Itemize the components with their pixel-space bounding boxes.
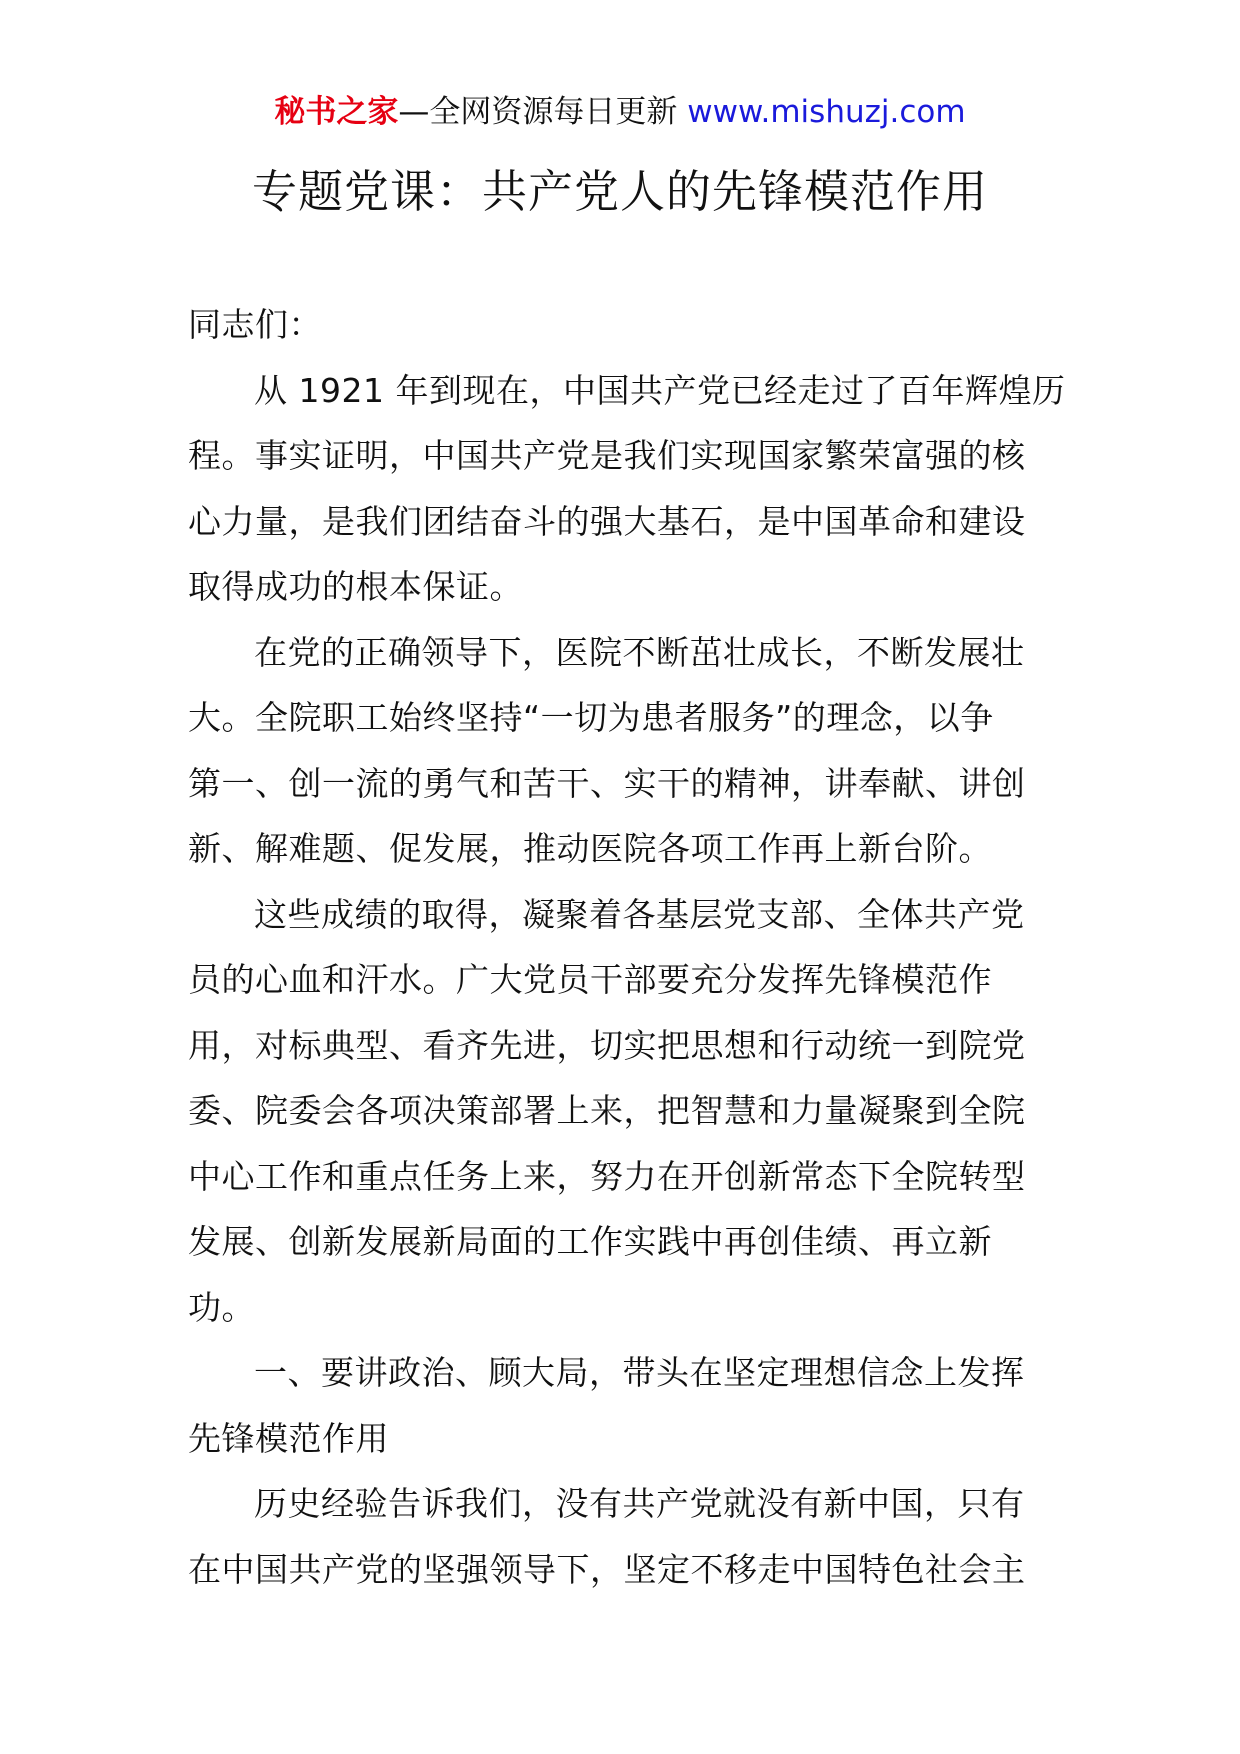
paragraph-line: 从 1921 年到现在，中国共产党已经走过了百年辉煌历 (254, 370, 1066, 410)
paragraph-line: 员的心血和汗水。广大党员干部要充分发挥先锋模范作 (188, 960, 992, 999)
paragraph-line: 在党的正确领导下，医院不断茁壮成长，不断发展壮 (254, 632, 1025, 672)
paragraph-line: 发展、创新发展新局面的工作实践中再创佳绩、再立新 (188, 1222, 992, 1261)
header-tagline: —全网资源每日更新 (398, 94, 678, 130)
section-heading: 一、要讲政治、顾大局，带头在坚定理想信念上发挥 (254, 1353, 1025, 1392)
paragraph-line: 中心工作和重点任务上来，努力在开创新常态下全院转型 (188, 1156, 1026, 1196)
section-heading-cont: 先锋模范作用 (188, 1418, 389, 1458)
paragraph-line: 在中国共产党的坚强领导下，坚定不移走中国特色社会主 (188, 1549, 1026, 1589)
document-body (188, 292, 1066, 1602)
paragraph-line: 程。事实证明，中国共产党是我们实现国家繁荣富强的核 (188, 436, 1026, 475)
paragraph-line: 心力量，是我们团结奋斗的强大基石，是中国革命和建设 (188, 501, 1026, 541)
paragraph-line: 新、解难题、促发展，推动医院各项工作再上新台阶。 (188, 829, 992, 868)
paragraph-line: 这些成绩的取得，凝聚着各基层党支部、全体共产党 (254, 894, 1025, 934)
salutation: 同志们： (188, 305, 322, 344)
paragraph-line: 第一、创一流的勇气和苦干、实干的精神，讲奉献、讲创 (188, 763, 1026, 803)
paragraph-line: 大。全院职工始终坚持“一切为患者服务”的理念，以争 (188, 698, 994, 737)
document-title: 专题党课：共产党人的先锋模范作用 (251, 165, 988, 218)
paragraph-line: 功。 (188, 1287, 255, 1327)
site-header (0, 92, 1240, 132)
site-url-link[interactable]: www.mishuzj.com (687, 94, 966, 130)
paragraph-line: 用，对标典型、看齐先进，切实把思想和行动统一到院党 (188, 1025, 1026, 1065)
paragraph-line: 取得成功的根本保证。 (188, 567, 523, 606)
paragraph-line: 委、院委会各项决策部署上来，把智慧和力量凝聚到全院 (188, 1091, 1026, 1130)
paragraph-line: 历史经验告诉我们，没有共产党就没有新中国，只有 (254, 1484, 1025, 1523)
brand-name: 秘书之家 (274, 94, 399, 130)
